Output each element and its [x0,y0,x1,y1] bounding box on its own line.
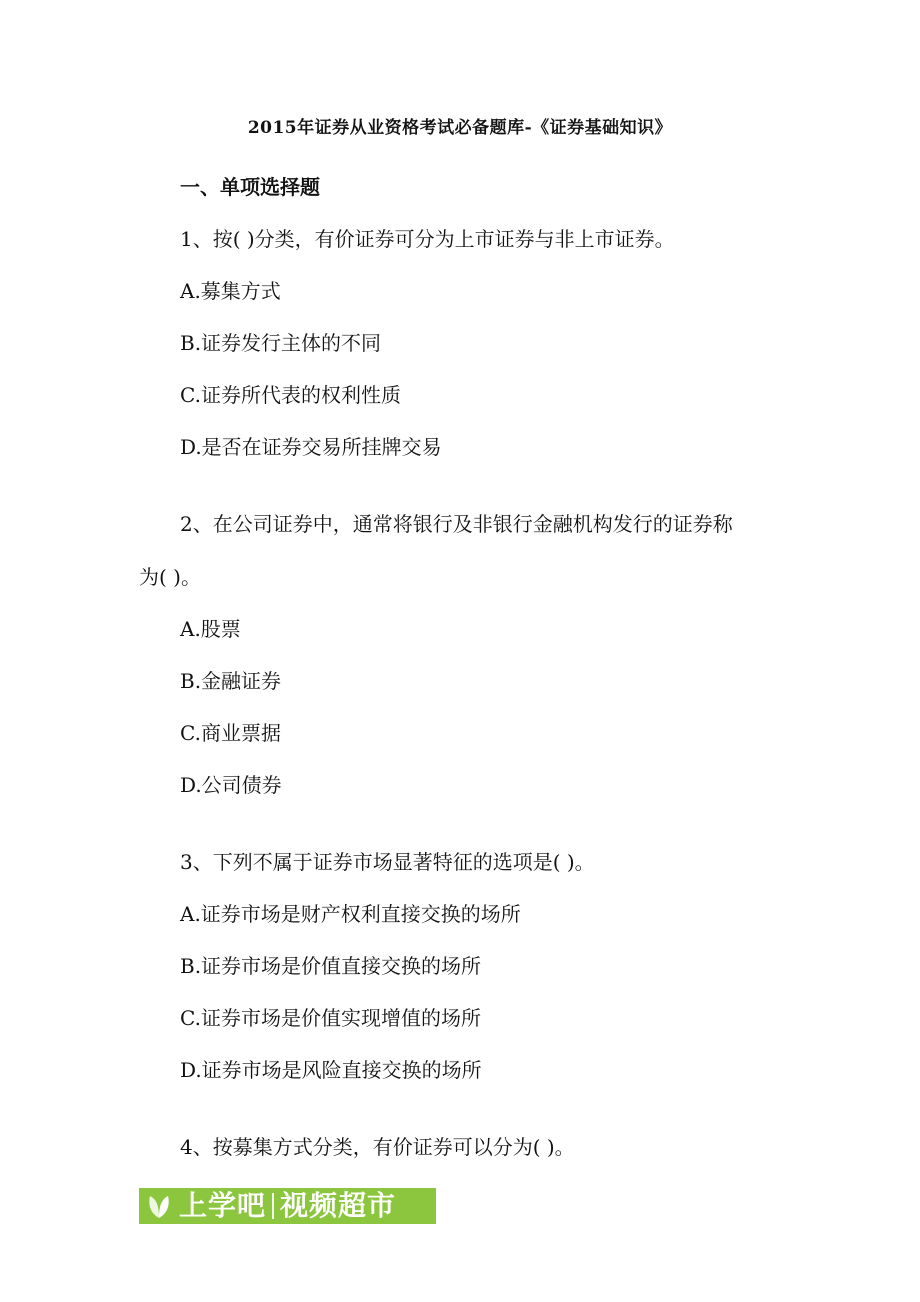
question-3-option-c: C.证券市场是价值实现增值的场所 [180,1006,481,1030]
question-4-stem: 4、按募集方式分类，有价证券可以分为( )。 [180,1135,575,1159]
leaf-icon [139,1188,179,1224]
question-2-stem-line-1: 2、在公司证券中，通常将银行及非银行金融机构发行的证券称 [180,512,733,536]
logo-divider [272,1193,274,1219]
question-1-option-d: D.是否在证券交易所挂牌交易 [180,435,442,459]
logo-text-right: 视频超市 [280,1189,397,1222]
site-logo-banner[interactable] [139,1188,436,1224]
question-3-option-d: D.证券市场是风险直接交换的场所 [180,1058,482,1082]
document-title: 2015年证券从业资格考试必备题库-《证券基础知识》 [247,118,673,138]
question-1-option-a: A.募集方式 [180,279,281,303]
question-2-option-c: C.商业票据 [180,721,281,745]
question-1-option-c: C.证券所代表的权利性质 [180,383,401,407]
question-2-stem-line-2: 为( )。 [139,565,201,589]
question-3-option-a: A.证券市场是财产权利直接交换的场所 [180,902,521,926]
question-1-stem: 1、按( )分类，有价证券可分为上市证券与非上市证券。 [180,227,675,251]
question-2-option-a: A.股票 [180,617,241,641]
question-1-option-b: B.证券发行主体的不同 [180,331,382,355]
question-3-option-b: B.证券市场是价值直接交换的场所 [180,954,482,978]
question-2-option-b: B.金融证券 [180,669,282,693]
section-heading: 一、单项选择题 [180,175,320,199]
logo-text-left: 上学吧 [179,1189,267,1222]
question-3-stem: 3、下列不属于证券市场显著特征的选项是( )。 [180,850,595,874]
question-2-option-d: D.公司债券 [180,773,282,797]
